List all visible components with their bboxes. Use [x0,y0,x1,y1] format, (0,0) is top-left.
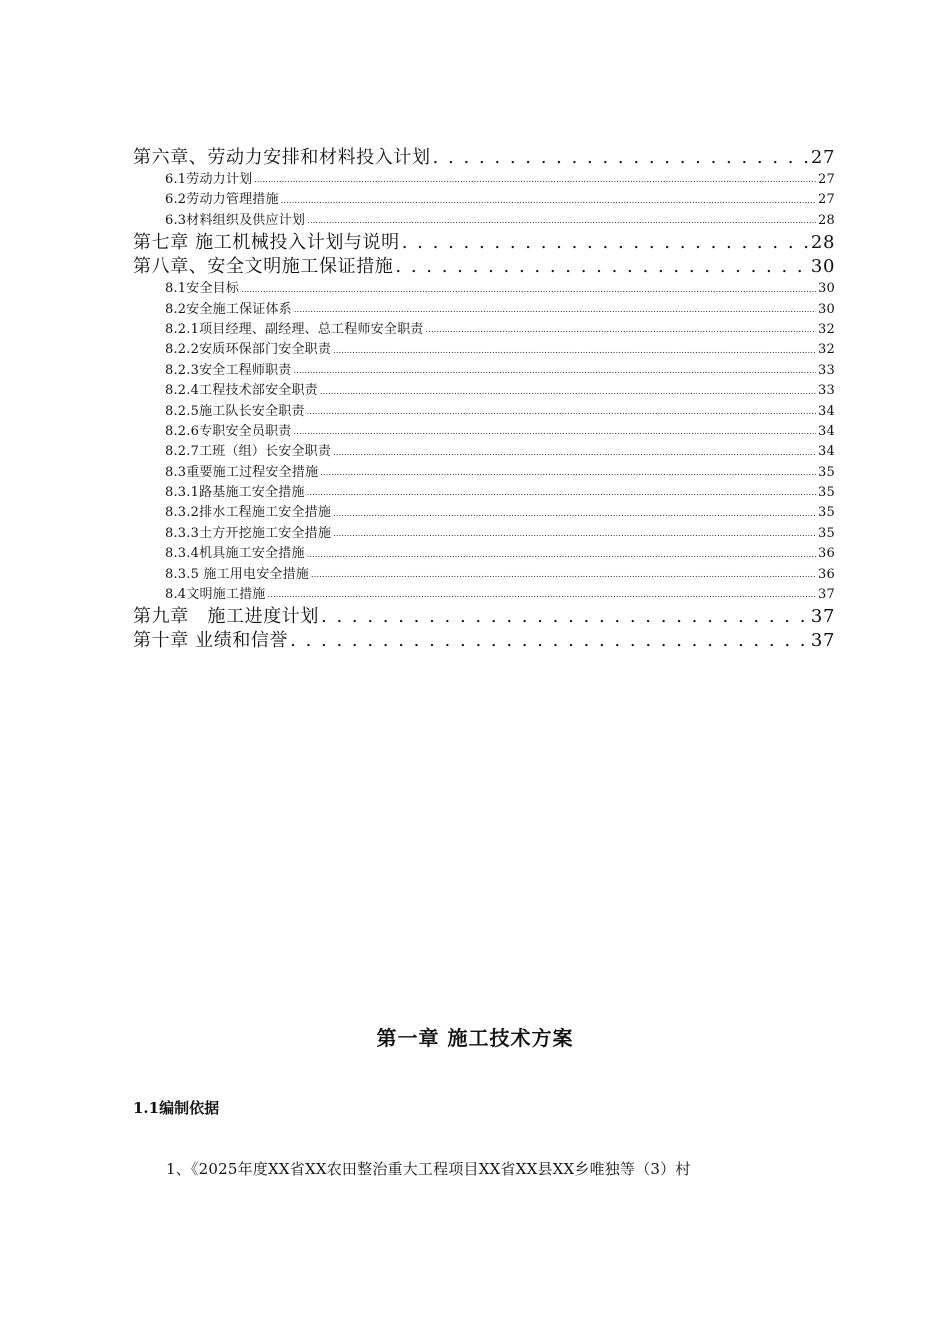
toc-dot-leader [294,301,816,319]
toc-section-entry[interactable] [133,524,835,544]
toc-page-number: 36 [818,566,835,582]
toc-section-entry[interactable] [133,211,835,231]
toc-page-number: 32 [818,321,835,337]
toc-dot-leader [333,444,816,462]
toc-page-number: 37 [810,630,835,652]
toc-dot-leader [281,192,816,210]
toc-chapter-entry[interactable] [133,255,835,279]
toc-page-number: 30 [818,281,835,297]
toc-dot-leader [333,505,816,523]
toc-entry-title: 6.1劳动力计划 [165,171,253,187]
toc-entry-title: 第十章 业绩和信誉 [133,630,289,652]
toc-page-number: 30 [810,256,835,278]
toc-entry-title: 6.3材料组织及供应计划 [165,212,306,228]
toc-section-entry[interactable] [133,503,835,523]
toc-page-number: 33 [818,362,835,378]
toc-dot-leader [425,321,816,339]
toc-dot-leader [307,546,816,564]
toc-page-number: 32 [818,342,835,358]
toc-section-entry[interactable] [133,442,835,462]
toc-page-number: 28 [818,212,835,228]
toc-dot-leader [321,605,809,629]
toc-entry-title: 8.2.2安质环保部门安全职责 [165,342,332,358]
toc-chapter-entry[interactable] [133,605,835,629]
toc-dot-leader [311,566,816,584]
toc-entry-title: 8.2.6专职安全员职责 [165,423,292,439]
toc-dot-leader [293,423,816,441]
toc-entry-title: 8.1安全目标 [165,281,240,297]
toc-dot-leader [402,231,809,255]
toc-section-entry[interactable] [133,585,835,605]
toc-page-number: 35 [818,464,835,480]
toc-dot-leader [433,146,809,170]
toc-page-number: 35 [818,505,835,521]
toc-page-number: 27 [810,147,835,168]
toc-section-entry[interactable] [133,340,835,360]
toc-section-entry[interactable] [133,422,835,442]
toc-section-entry[interactable] [133,300,835,320]
toc-dot-leader [333,342,816,360]
toc-chapter-entry[interactable] [133,146,835,170]
toc-section-entry[interactable] [133,279,835,299]
toc-page-number: 34 [818,423,835,439]
toc-entry-title: 第七章 施工机械投入计划与说明 [133,232,400,254]
body-paragraph: 1、《2025年度XX省XX农田整治重大工程项目XX省XX县XX乡唯独等（3）村 [166,1160,691,1178]
toc-dot-leader [307,403,816,421]
toc-dot-leader [241,281,816,299]
toc-section-entry[interactable] [133,381,835,401]
toc-dot-leader [290,629,809,653]
toc-entry-title: 第九章 施工进度计划 [133,606,319,628]
toc-entry-title: 8.3重要施工过程安全措施 [165,464,319,480]
toc-entry-title: 8.2.7工班（组）长安全职责 [165,444,332,460]
toc-entry-title: 8.3.5 施工用电安全措施 [165,566,310,582]
toc-section-entry[interactable] [133,190,835,210]
toc-section-entry[interactable] [133,544,835,564]
toc-page-number: 27 [818,171,835,187]
toc-page-number: 36 [818,546,835,562]
toc-entry-title: 8.2.3安全工程师职责 [165,362,292,378]
toc-page-number: 35 [818,525,835,541]
toc-entry-title: 8.3.3土方开挖施工安全措施 [165,525,332,541]
toc-section-entry[interactable] [133,565,835,585]
toc-page-number: 34 [818,444,835,460]
toc-page-number: 37 [810,606,835,628]
toc-page-number: 35 [818,485,835,501]
toc-dot-leader [254,171,816,189]
toc-dot-leader [320,383,816,401]
toc-entry-title: 8.3.4机具施工安全措施 [165,546,305,562]
toc-page-number: 33 [818,383,835,399]
toc-page-number: 34 [818,403,835,419]
toc-section-entry[interactable] [133,320,835,340]
toc-entry-title: 6.2劳动力管理措施 [165,192,279,208]
toc-section-entry[interactable] [133,402,835,422]
toc-entry-title: 8.3.1路基施工安全措施 [165,485,305,501]
toc-entry-title: 8.4文明施工措施 [165,587,266,603]
toc-dot-leader [267,586,816,604]
toc-dot-leader [395,255,808,279]
toc-entry-title: 8.2.5施工队长安全职责 [165,403,305,419]
toc-section-entry[interactable] [133,463,835,483]
toc-dot-leader [320,464,816,482]
toc-chapter-entry[interactable] [133,629,835,653]
toc-page-number: 27 [818,192,835,208]
toc-chapter-entry[interactable] [133,231,835,255]
toc-dot-leader [307,212,816,230]
toc-section-entry[interactable] [133,361,835,381]
toc-entry-title: 第六章、劳动力安排和材料投入计划 [133,147,431,168]
toc-section-entry[interactable] [133,483,835,503]
toc-entry-title: 8.2.4工程技术部安全职责 [165,383,318,399]
section-title: 1.1编制依据 [133,1099,220,1117]
toc-entry-title: 第八章、安全文明施工保证措施 [133,256,394,278]
chapter-title: 第一章 施工技术方案 [376,1026,574,1050]
toc-dot-leader [307,484,816,502]
toc-dot-leader [333,525,816,543]
toc-page-number: 37 [818,587,835,603]
table-of-contents [133,146,835,653]
toc-entry-title: 8.2.1项目经理、副经理、总工程师安全职责 [165,321,424,337]
toc-entry-title: 8.2安全施工保证体系 [165,301,292,317]
toc-section-entry[interactable] [133,170,835,190]
toc-entry-title: 8.3.2排水工程施工安全措施 [165,505,332,521]
toc-page-number: 28 [810,232,835,254]
toc-page-number: 30 [818,301,835,317]
toc-dot-leader [293,362,816,380]
